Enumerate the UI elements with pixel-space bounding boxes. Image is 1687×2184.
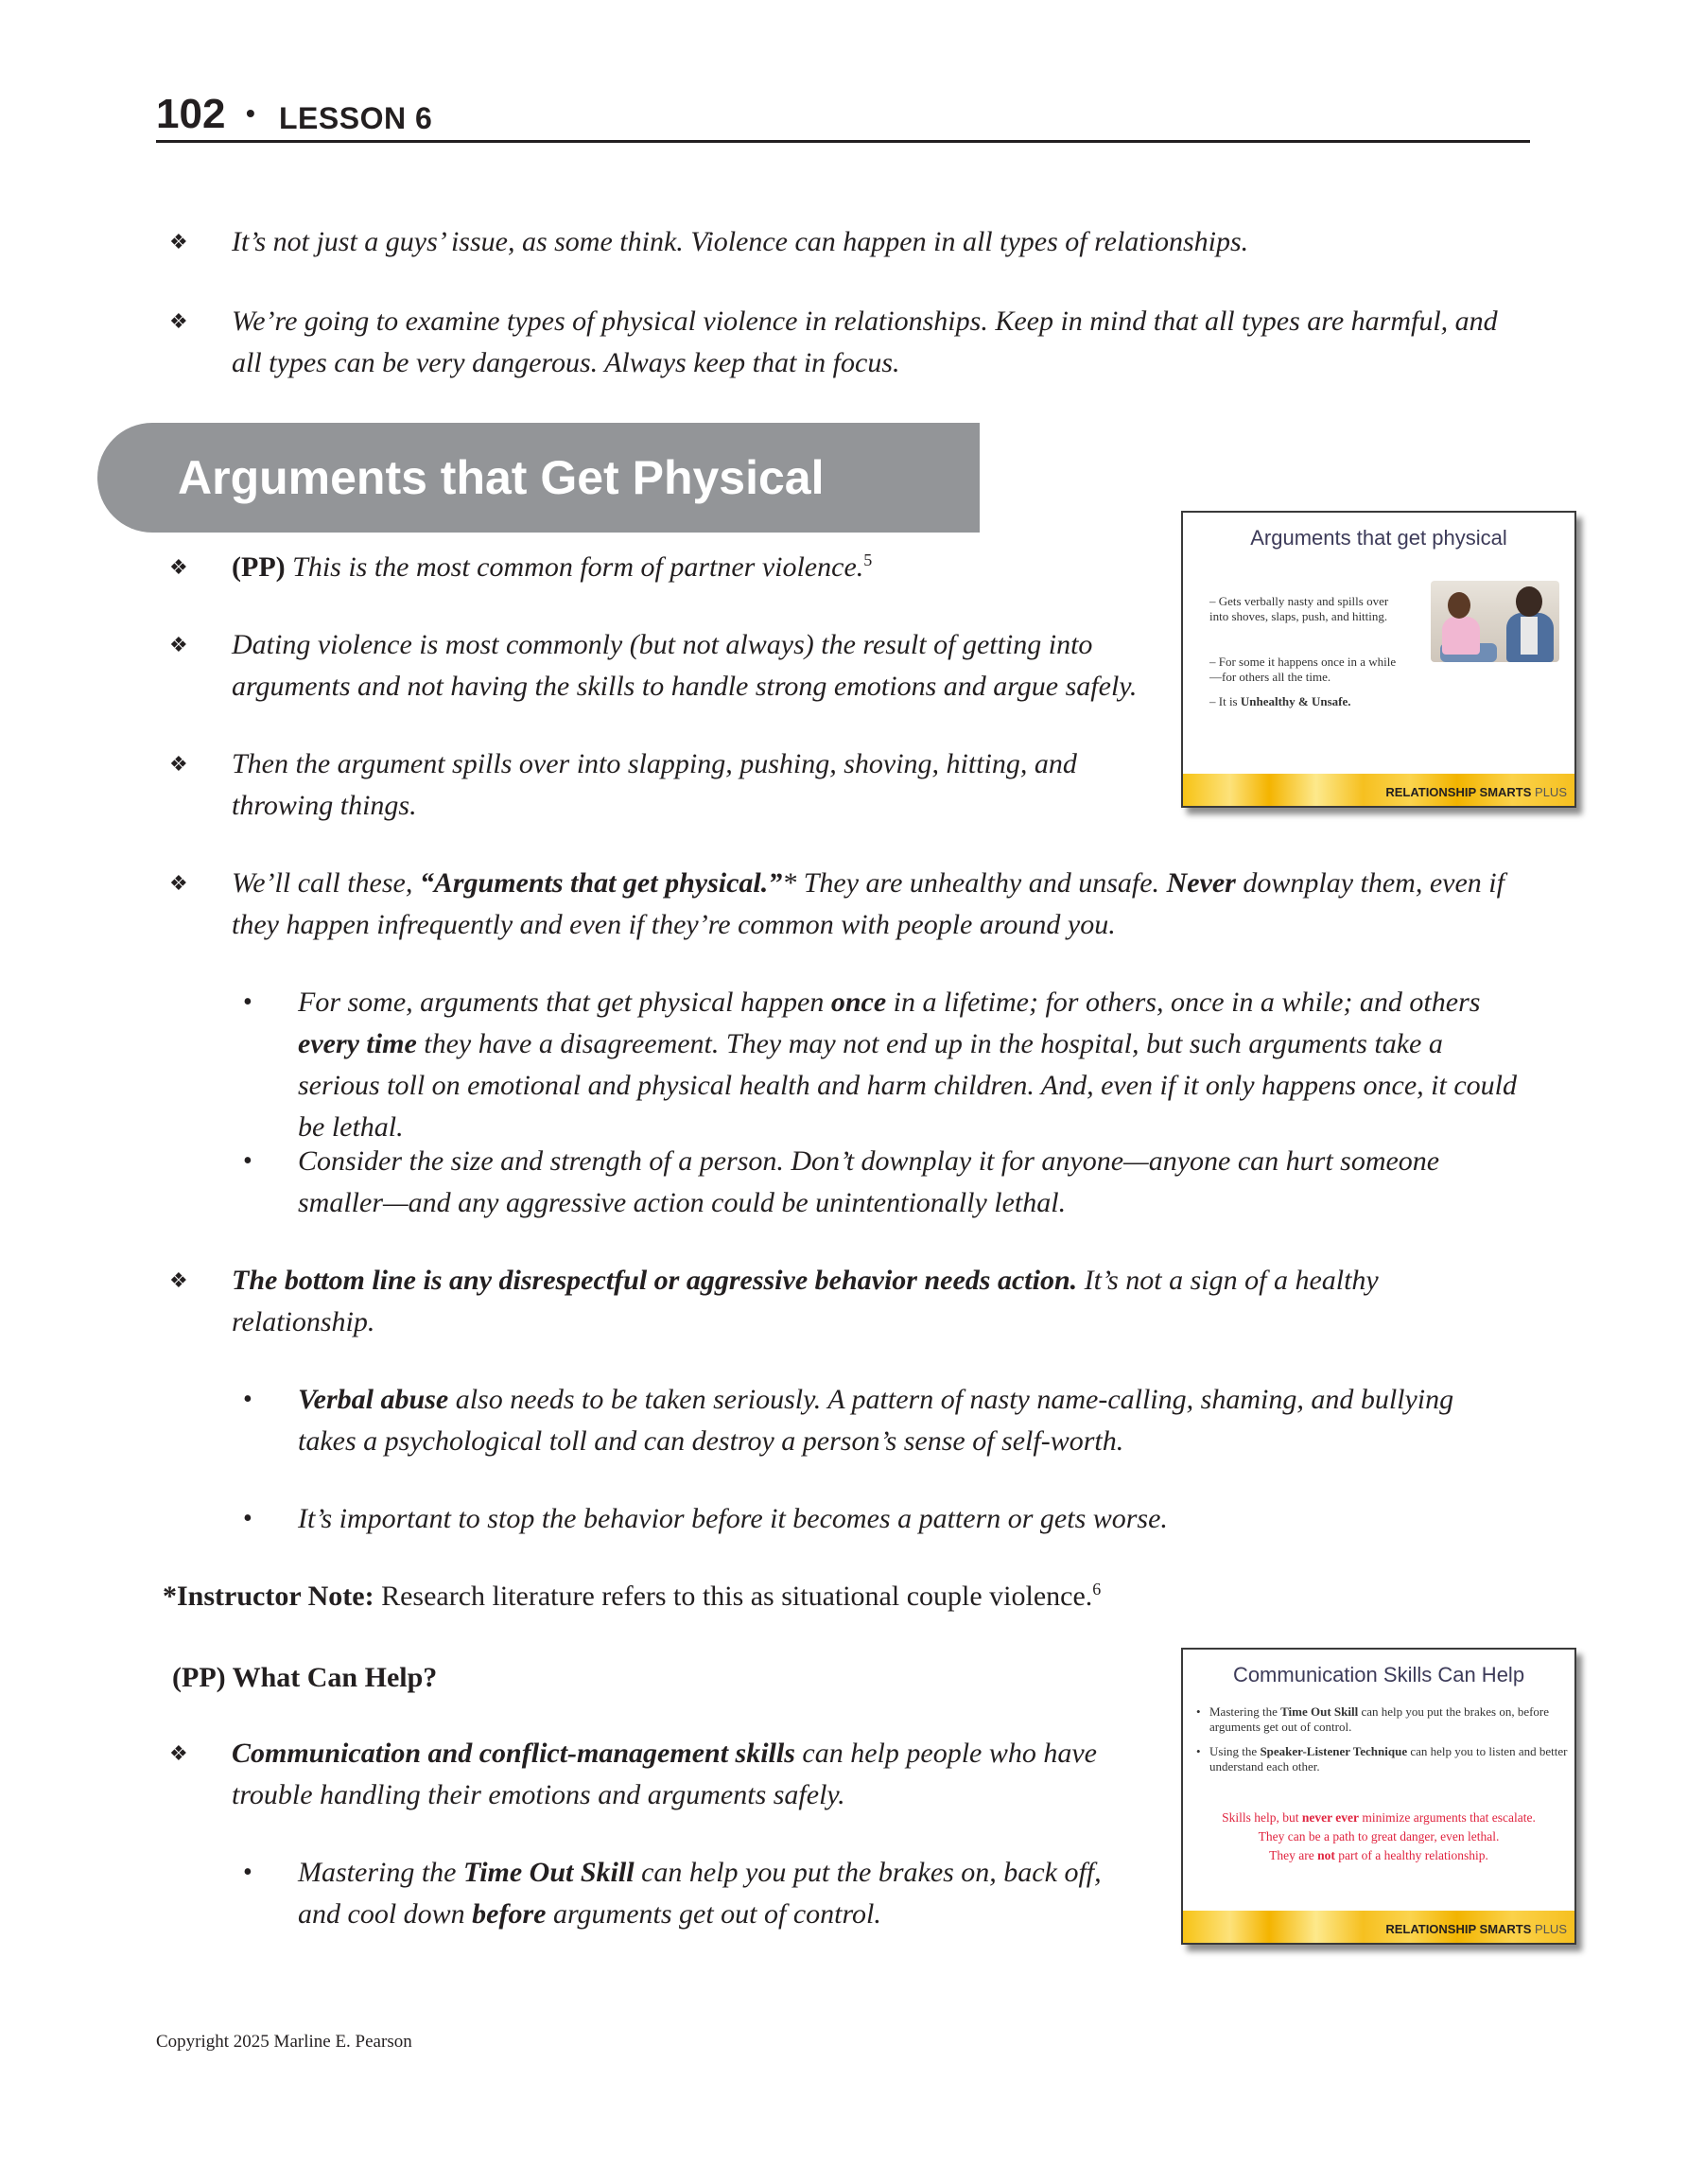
point-item: ❖ Then the argument spills over into slapping, pushing, shoving, hitting, and throwing things. — [232, 743, 1139, 827]
brand-label: RELATIONSHIP SMARTS PLUS — [1385, 785, 1567, 799]
diamond-bullet-icon: ❖ — [169, 309, 188, 333]
slide-bullet: – It is Unhealthy & Unsafe. — [1209, 694, 1351, 708]
sub-point-item: • For some, arguments that get physical happen once in a lifetime; for others, once in a while; and others every time they have a disagreement. They may not end up in the hospital, but such arguments take a serious toll on emotional and physical health and harm children. And, even if it only happens once, it could be lethal. — [298, 982, 1527, 1148]
slide-warning: They are not part of a healthy relationship. — [1269, 1848, 1488, 1862]
diamond-bullet-icon: ❖ — [169, 752, 188, 776]
point-item: ❖ Dating violence is most commonly (but not always) the result of getting into arguments and not having the skills to handle strong emotions and argue safely. — [232, 624, 1139, 708]
round-bullet-icon: • — [243, 1146, 252, 1176]
page-number: 102 — [156, 91, 226, 137]
slide-bullet: • Mastering the Time Out Skill can help you put the brakes on, before arguments get out of control. — [1196, 1704, 1550, 1734]
diamond-bullet-icon: ❖ — [169, 1268, 188, 1292]
slide-bullet: – For some it happens once in a while—for others all the time. — [1209, 655, 1397, 684]
diamond-bullet-icon: ❖ — [169, 555, 188, 579]
header-separator: • — [246, 98, 255, 128]
slide-footer-bar — [1183, 1911, 1574, 1943]
section-banner — [97, 423, 980, 533]
sub-point-item: • It’s important to stop the behavior before it becomes a pattern or gets worse. — [298, 1498, 1480, 1540]
slide-warning: They can be a path to great danger, even lethal. — [1258, 1829, 1500, 1843]
intro-item — [169, 221, 1537, 263]
slide-footer-bar — [1183, 774, 1574, 806]
sub-point-item: • Verbal abuse also needs to be taken seriously. A pattern of nasty name-calling, shaming, and bullying takes a psychological toll and can destroy a person’s sense of self-worth. — [298, 1379, 1480, 1462]
copyright-footer: Copyright 2025 Marline E. Pearson — [156, 2032, 412, 2052]
couple-arguing-photo — [1431, 581, 1559, 662]
sub-point-item: • Mastering the Time Out Skill can help you put the brakes on, back off, and cool down before arguments get out of control. — [298, 1852, 1130, 1935]
intro-text: It’s not just a guys’ issue, as some think. Violence can happen in all types of relationships. — [232, 226, 1249, 257]
sub-point-item: • Consider the size and strength of a person. Don’t downplay it for anyone—anyone can hurt someone smaller—and any aggressive action could be unintentionally lethal. — [298, 1141, 1527, 1224]
help-heading: (PP) What Can Help? — [172, 1662, 438, 1693]
footnote-ref: 5 — [863, 550, 873, 569]
page-header — [156, 91, 1530, 143]
round-bullet-icon: • — [243, 1504, 252, 1533]
diamond-bullet-icon: ❖ — [169, 230, 188, 253]
pp-tag: (PP) — [232, 551, 286, 583]
slide-warning: Skills help, but never ever minimize arguments that escalate. — [1222, 1810, 1536, 1825]
slide-thumbnail-communication — [1181, 1648, 1576, 1945]
diamond-bullet-icon: ❖ — [169, 633, 188, 656]
brand-label: RELATIONSHIP SMARTS PLUS — [1385, 1922, 1567, 1936]
footnote-ref: 6 — [1092, 1580, 1102, 1599]
slide-title: Communication Skills Can Help — [1232, 1663, 1525, 1686]
round-bullet-icon: • — [243, 1858, 252, 1887]
round-bullet-icon: • — [243, 1385, 252, 1414]
round-bullet-icon: • — [243, 987, 252, 1017]
point-item: ❖ Communication and conflict-management skills can help people who have trouble handling their emotions and arguments safely. — [232, 1733, 1130, 1816]
instructor-note: *Instructor Note: Research literature refers to this as situational couple violence.$^6$ — [163, 1580, 1102, 1612]
intro-text: We’re going to examine types of physical violence in relationships. Keep in mind that all types are harmful, and all types can be very dangerous. Always keep that in focus. — [232, 306, 1498, 378]
instructor-note-label: *Instructor Note: — [163, 1581, 374, 1612]
slide-thumbnail-arguments — [1181, 511, 1576, 808]
point-item: ❖ (PP) This is the most common form of partner violence.$^5$ — [232, 547, 1083, 588]
slide-bullet: • Using the Speaker-Listener Technique can help you to listen and better understand each other. — [1196, 1744, 1568, 1773]
diamond-bullet-icon: ❖ — [169, 1741, 188, 1765]
slide-title: Arguments that get physical — [1250, 526, 1507, 550]
section-title: Arguments that Get Physical — [178, 451, 825, 504]
point-item: ❖ The bottom line is any disrespectful or aggressive behavior needs action. It’s not a sign of a healthy relationship. — [232, 1260, 1527, 1343]
lesson-label: LESSON 6 — [279, 101, 433, 135]
point-item: ❖ We’ll call these, “Arguments that get physical.”* They are unhealthy and unsafe. Never downplay them, even if they happen infrequently and even if they’re common with people around you. — [232, 863, 1541, 946]
slide-bullet: – Gets verbally nasty and spills over into shoves, slaps, push, and hitting. — [1209, 594, 1389, 623]
diamond-bullet-icon: ❖ — [169, 871, 188, 895]
intro-item — [169, 301, 1532, 384]
